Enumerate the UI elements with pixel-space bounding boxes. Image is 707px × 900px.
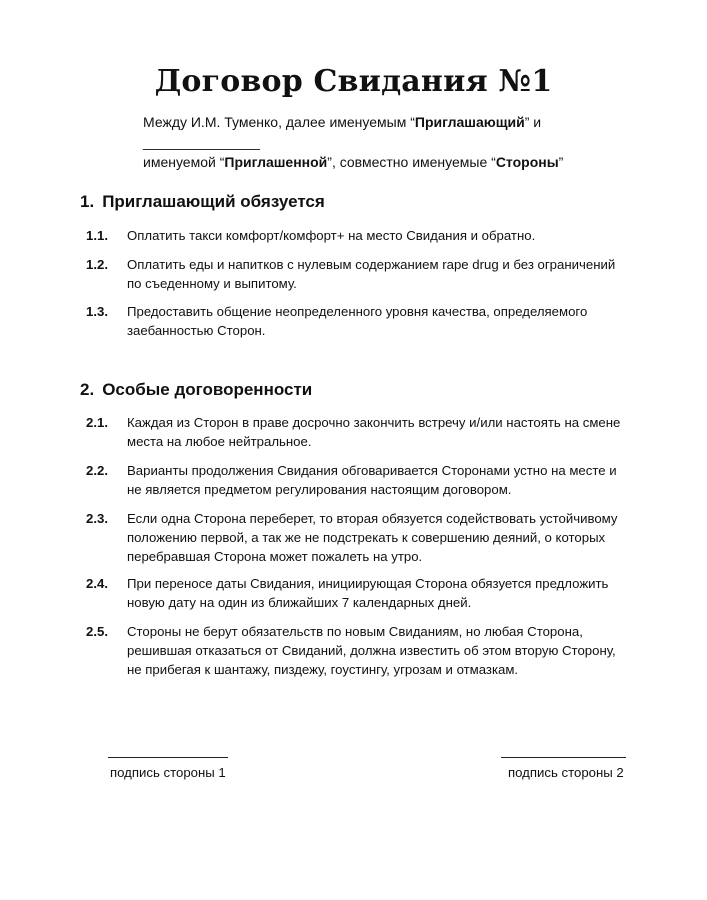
clause-number: 1.1. [86, 228, 108, 243]
document-title: Договор Свидания №1 [154, 64, 553, 99]
clause-text: Оплатить еды и напитков с нулевым содержанием rape drug и без ограничений по съеденному и выпитому. [127, 257, 616, 291]
clause-number: 1.3. [86, 304, 108, 319]
clause-text: Каждая из Сторон в праве досрочно закончить встречу и/или настоять на смене места на любое нейтральное. [127, 415, 621, 449]
clause-number: 1.2. [86, 257, 108, 272]
clause-text: Стороны не берут обязательств по новым Свиданиям, но любая Сторона, решившая отказаться от Свиданий, должна известить об этом вторую Сторону, не прибегая к шантажу, пиздежу, гоустингу, угрозам и отмазкам. [127, 624, 616, 677]
clause-text: Варианты продолжения Свидания обговаривается Сторонами устно на месте и не является предметом регулирования настоящим договором. [127, 463, 617, 497]
signature-line-1 [108, 757, 228, 758]
section-heading-2: 2. Особые договоренности [80, 380, 313, 399]
signature-label-1: подпись стороны 1 [110, 765, 226, 780]
intro-paragraph [143, 112, 613, 172]
signature-label-2: подпись стороны 2 [508, 765, 624, 780]
clause-number: 2.1. [86, 415, 108, 430]
section-heading-1: 1. Приглашающий обязуется [80, 192, 325, 211]
clause-number: 2.5. [86, 624, 108, 639]
intro-line-1: Между И.М. Туменко, далее именуемым “Приглашающий” и _______________ [143, 114, 542, 150]
clause-text: При переносе даты Свидания, инициирующая Сторона обязуется предложить новую дату на один из ближайших 7 календарных дней. [127, 576, 609, 610]
intro-line-2: именуемой “Приглашенной”, совместно именуемые “Стороны” [143, 154, 564, 170]
clause-text: Если одна Сторона переберет, то вторая обязуется содействовать устойчивому положению первой, а так же не подстрекать к совершению деяний, о которых перебравшая Сторона может пожалеть на утро. [127, 511, 618, 564]
signature-line-2 [501, 757, 626, 758]
clause-text: Оплатить такси комфорт/комфорт+ на место Свидания и обратно. [127, 228, 536, 243]
clause-text: Предоставить общение неопределенного уровня качества, определяемого заебанностью Сторон. [127, 304, 588, 338]
parties-term: Стороны [495, 154, 559, 170]
party2-role: Приглашенной [224, 154, 328, 170]
clause-number: 2.3. [86, 511, 108, 526]
party1-role: Приглашающий [414, 114, 525, 130]
clause-number: 2.2. [86, 463, 108, 478]
clause-number: 2.4. [86, 576, 108, 591]
